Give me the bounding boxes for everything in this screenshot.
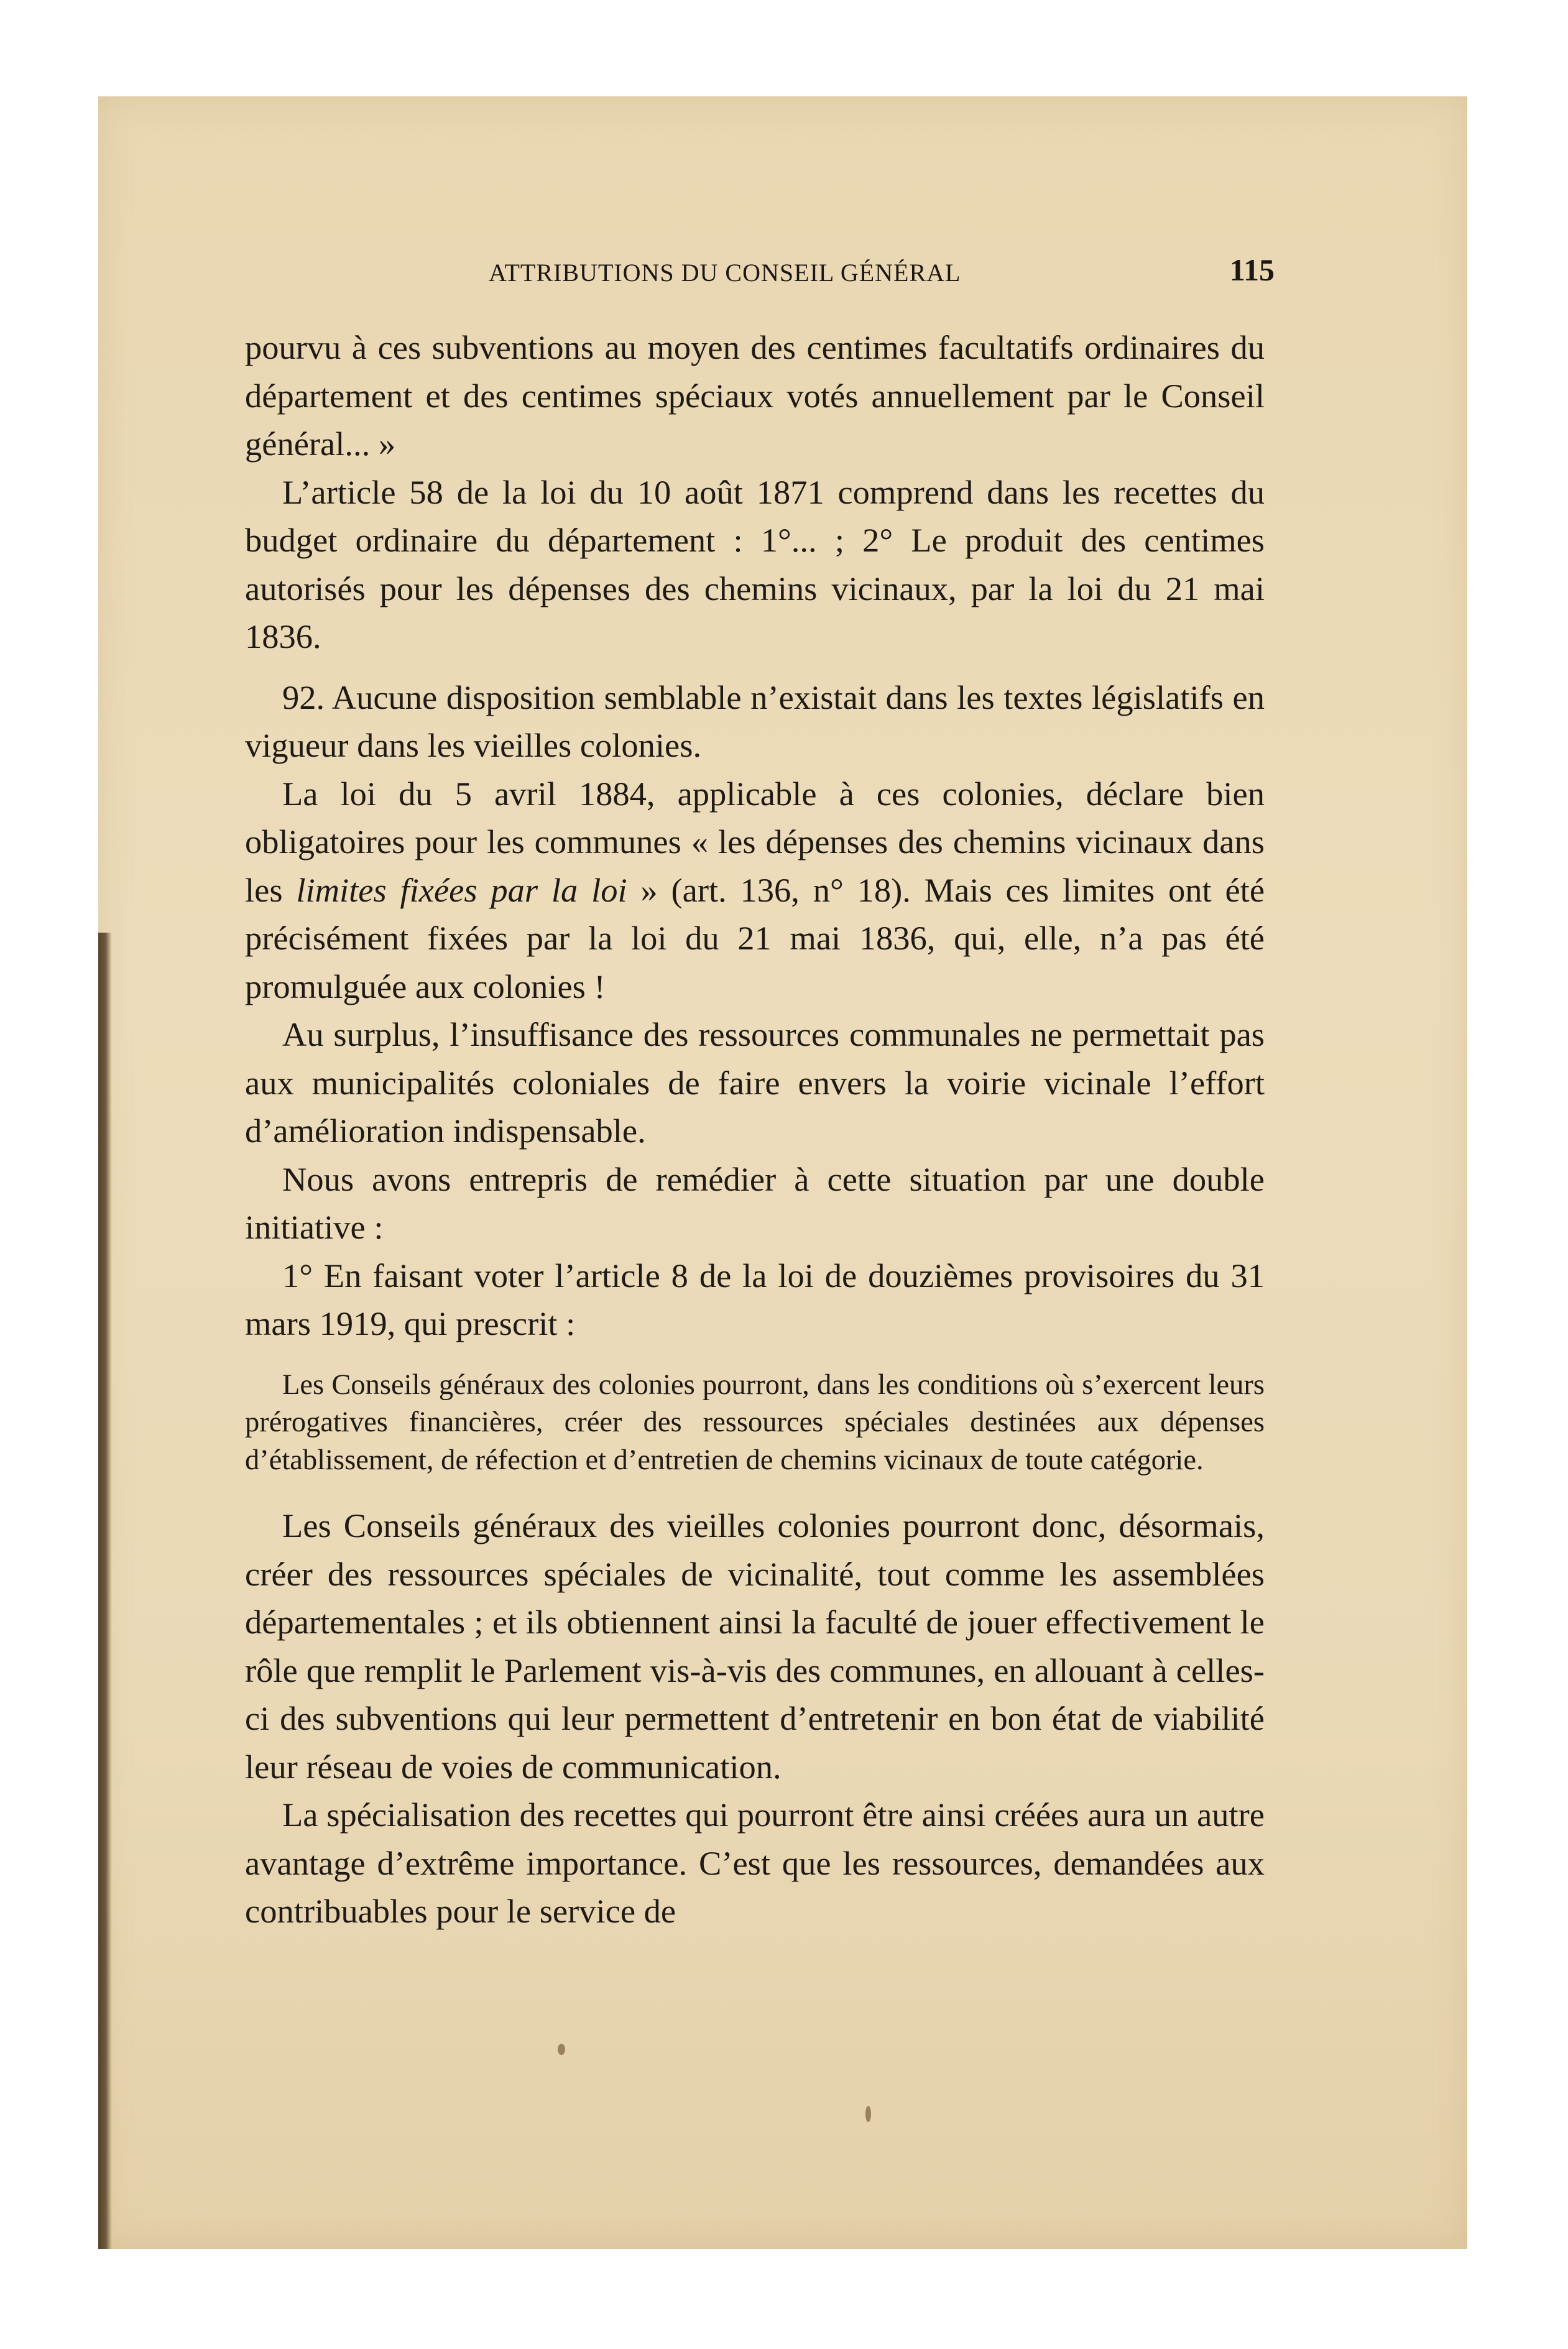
paragraph-au-surplus: Au surplus, l’insuffisance des ressources communales ne permettait pas aux municipalités coloniales de faire envers la voirie vicinale l’effort d’amélioration indispensable. xyxy=(245,1015,1265,1150)
paragraph-loi-1884 xyxy=(245,770,1265,1011)
page-number: 115 xyxy=(1229,252,1275,287)
paragraph-loi-1884-italic: limites fixées par la loi xyxy=(296,870,627,909)
running-title: ATTRIBUTIONS DU CONSEIL GÉNÉRAL xyxy=(489,259,961,287)
page-binding-edge xyxy=(98,933,112,2249)
paragraph-specialisation: La spécialisation des recettes qui pourront être ainsi créées aura un autre avantage d’extrême importance. C’est que les ressources, demandées aux contribuables pour le service de xyxy=(245,1796,1265,1930)
ink-speck xyxy=(558,2044,565,2055)
paragraph-92: 92. Aucune disposition semblable n’existait dans les textes législatifs en vigueur dans les vieilles colonies. xyxy=(245,678,1265,764)
paragraph-loi-1884-text-a: La loi du 5 avril 1884, applicable à ces colonies, déclare bien obligatoires pour les communes « les dépenses des chemins vicinaux dans les xyxy=(245,774,1265,909)
paragraph-continuation: pourvu à ces subventions au moyen des centimes facultatifs ordinaires du département et des centimes spéciaux votés annuellement par le Conseil général... » xyxy=(245,328,1265,463)
paragraph-loi-1884-text-b: » (art. 136, n° 18). Mais ces limites ont été précisément fixées par la loi du 21 mai 1836, qui, elle, n’a pas été promulguée aux colonies ! xyxy=(245,870,1265,1005)
paragraph-conseils-generaux: Les Conseils généraux des vieilles colonies pourront donc, désormais, créer des ressources spéciales de vicinalité, tout comme les assemblées départementales ; et ils obtiennent ainsi la faculté de jouer effectivement le rôle que remplit le Parlement vis-à-vis des communes, en allouant à celles-ci des subventions qui leur permettent d’entretenir en bon état de viabilité leur réseau de voies de communication. xyxy=(245,1507,1265,1786)
paragraph-article-8: 1° En faisant voter l’article 8 de la loi de douzièmes provisoires du 31 mars 1919, qui prescrit : xyxy=(245,1256,1265,1342)
paragraph-article-58: L’article 58 de la loi du 10 août 1871 comprend dans les recettes du budget ordinaire du département : 1°... ; 2° Le produit des centimes autorisés pour les dépenses des chemins vicinaux, par la loi du 21 mai 1836. xyxy=(245,473,1265,655)
page-body xyxy=(245,323,1265,1936)
quoted-law-text: Les Conseils généraux des colonies pourront, dans les conditions où s’exercent leurs prérogatives financières, créer des ressources spéciales destinées aux dépenses d’établissement, de réfection et d’entretien de chemins vicinaux de toute catégorie. xyxy=(245,1368,1265,1476)
paragraph-double-initiative: Nous avons entrepris de remédier à cette situation par une double initiative : xyxy=(245,1160,1265,1246)
ink-speck xyxy=(865,2106,871,2122)
